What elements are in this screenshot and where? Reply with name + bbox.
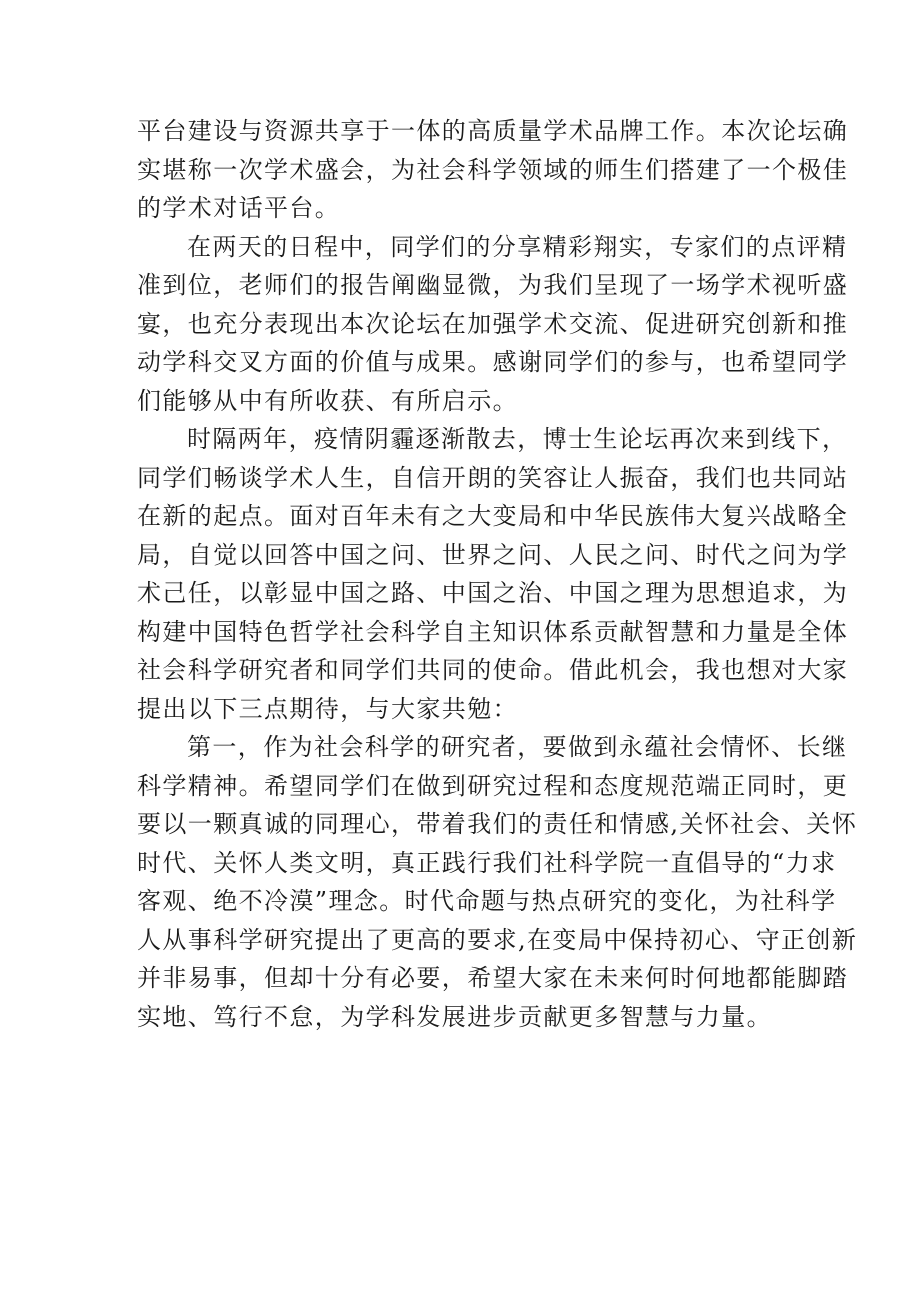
paragraph-line: 要以一颗真诚的同理心，带着我们的责任和情感,关怀社会、关怀 — [137, 810, 858, 838]
paragraph-line: 实堪称一次学术盛会，为社会科学领域的师生们搭建了一个极佳 — [137, 155, 849, 184]
paragraph-line: 宴，也充分表现出本次论坛在加强学术交流、促进研究创新和推 — [137, 309, 849, 338]
paragraph-line: 构建中国特色哲学社会科学自主知识体系贡献智慧和力量是全体 — [137, 617, 849, 646]
paragraph-first-line: 第一，作为社会科学的研究者，要做到永蕴社会情怀、长继 — [187, 733, 848, 761]
paragraph-line: 人从事科学研究提出了更高的要求,在变局中保持初心、守正创新 — [137, 925, 858, 954]
paragraph-line: 客观、绝不冷漠”理念。时代命题与热点研究的变化，为社科学 — [137, 887, 837, 915]
paragraph-line: 在新的起点。面对百年未有之大变局和中华民族伟大复兴战略全 — [137, 502, 849, 530]
paragraph-line: 并非易事，但却十分有必要，希望大家在未来何时何地都能脚踏 — [137, 964, 849, 992]
paragraph-line: 动学科交叉方面的价值与成果。感谢同学们的参与，也希望同学 — [137, 348, 849, 376]
paragraph-line: 准到位，老师们的报告阐幽显微，为我们呈现了一场学术视听盛 — [137, 271, 849, 299]
paragraph-line: 科学精神。希望同学们在做到研究过程和态度规范端正同时，更 — [137, 771, 849, 800]
paragraph-line: 局，自觉以回答中国之问、世界之问、人民之问、时代之问为学 — [137, 540, 849, 569]
paragraph-line: 平台建设与资源共享于一体的高质量学术品牌工作。本次论坛确 — [137, 117, 849, 145]
paragraph-line: 们能够从中有所收获、有所启示。 — [137, 386, 518, 415]
paragraph-line: 实地、笃行不怠，为学科发展进步贡献更多智慧与力量。 — [137, 1002, 772, 1031]
paragraph-line: 同学们畅谈学术人生，自信开朗的笑容让人振奋，我们也共同站 — [137, 463, 849, 492]
paragraph-line: 的学术对话平台。 — [137, 194, 341, 222]
paragraph-first-line: 在两天的日程中，同学们的分享精彩翔实，专家们的点评精 — [187, 232, 848, 261]
paragraph-1 — [137, 112, 849, 228]
paragraph-line: 时代、关怀人类文明，真正践行我们社科学院一直倡导的“力求 — [137, 848, 837, 877]
paragraph-first-line: 时隔两年，疫情阴霾逐渐散去，博士生论坛再次来到线下， — [187, 425, 848, 453]
paragraph-2 — [137, 228, 849, 421]
paragraph-line: 术己任，以彰显中国之路、中国之治、中国之理为思想追求，为 — [137, 579, 849, 607]
paragraph-4 — [137, 728, 858, 1036]
paragraph-line: 提出以下三点期待，与大家共勉： — [137, 694, 518, 723]
paragraph-line: 社会科学研究者和同学们共同的使命。借此机会，我也想对大家 — [137, 656, 849, 684]
document-body — [137, 112, 858, 1036]
paragraph-3 — [137, 420, 849, 728]
